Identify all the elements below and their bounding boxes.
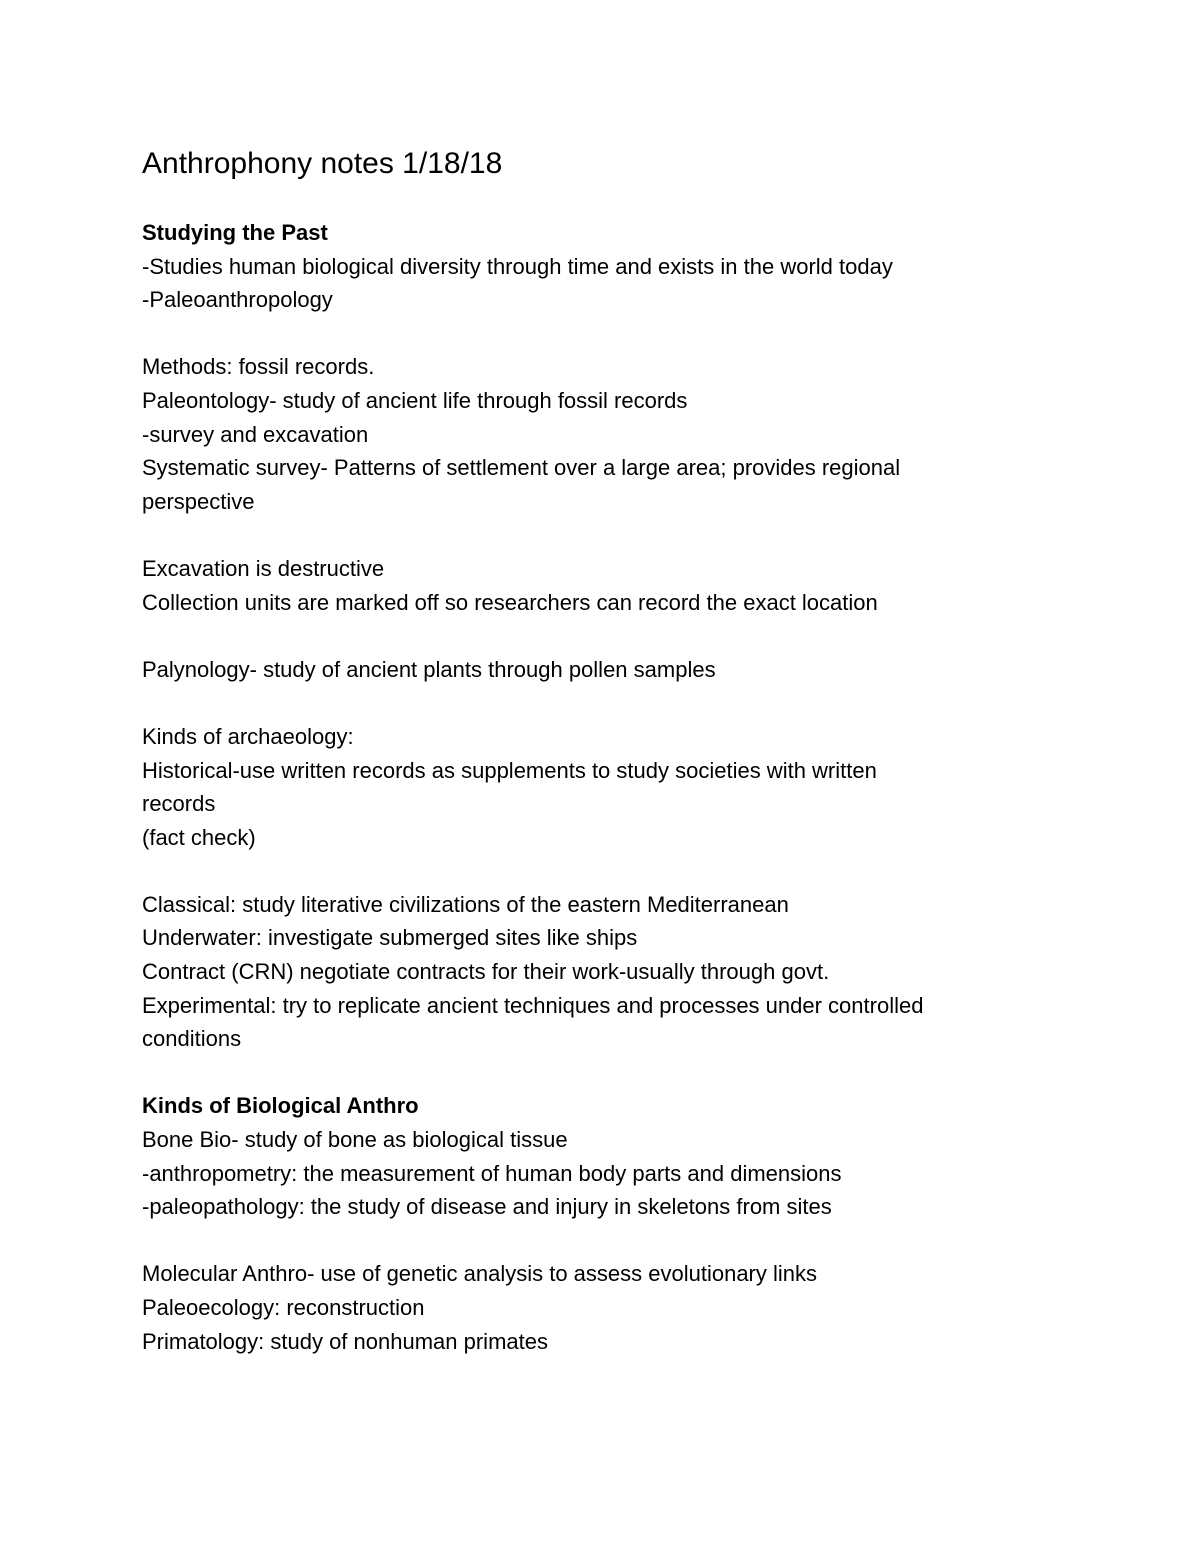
note-line: -Studies human biological diversity through time and exists in the world today [142, 253, 893, 279]
section-heading: Kinds of Biological Anthro [142, 1093, 419, 1119]
blank-line [142, 686, 1102, 720]
note-line: Molecular Anthro- use of genetic analysis to assess evolutionary links [142, 1261, 818, 1287]
blank-line [142, 317, 1102, 351]
note-line: Historical-use written records as supplements to study societies with written [142, 757, 877, 783]
note-line: Underwater: investigate submerged sites like ships [142, 925, 638, 951]
note-line: records [142, 791, 216, 817]
note-line: Contract (CRN) negotiate contracts for their work-usually through govt. [142, 959, 830, 985]
note-line: perspective [142, 488, 255, 514]
note-line: (fact check) [142, 824, 256, 850]
section-archaeology-types [142, 888, 1102, 1056]
note-line: Experimental: try to replicate ancient techniques and processes under controlled [142, 992, 924, 1018]
note-line: Bone Bio- study of bone as biological tissue [142, 1127, 568, 1153]
document-title: Anthrophony notes 1/18/18 [142, 147, 503, 180]
note-line: -paleopathology: the study of disease and injury in skeletons from sites [142, 1194, 832, 1220]
note-line: Classical: study literative civilizations of the eastern Mediterranean [142, 891, 789, 917]
blank-line [142, 518, 1102, 552]
note-line: Systematic survey- Patterns of settlement over a large area; provides regional [142, 455, 901, 481]
section-methods [142, 350, 1102, 518]
note-line: Paleontology- study of ancient life through fossil records [142, 387, 688, 413]
note-line: Kinds of archaeology: [142, 723, 354, 749]
blank-line [142, 1056, 1102, 1090]
note-line: -survey and excavation [142, 421, 369, 447]
note-line: Excavation is destructive [142, 555, 385, 581]
section-studying-past [142, 216, 1102, 317]
section-palynology [142, 653, 1102, 687]
note-line: -Paleoanthropology [142, 287, 333, 313]
note-line: Methods: fossil records. [142, 354, 375, 380]
note-line: Primatology: study of nonhuman primates [142, 1328, 548, 1354]
note-line: Palynology- study of ancient plants through pollen samples [142, 656, 716, 682]
note-line: Paleoecology: reconstruction [142, 1295, 425, 1320]
document-page [142, 140, 1102, 1358]
blank-line [142, 619, 1102, 653]
section-kinds-archaeology [142, 720, 1102, 854]
blank-line [142, 854, 1102, 888]
note-line: conditions [142, 1026, 242, 1052]
blank-line [142, 1224, 1102, 1258]
section-biological [142, 1089, 1102, 1223]
note-line: -anthropometry: the measurement of human body parts and dimensions [142, 1160, 842, 1186]
section-heading: Studying the Past [142, 220, 328, 245]
note-line: Collection units are marked off so researchers can record the exact location [142, 589, 878, 615]
section-molecular [142, 1257, 1102, 1358]
section-excavation [142, 552, 1102, 619]
